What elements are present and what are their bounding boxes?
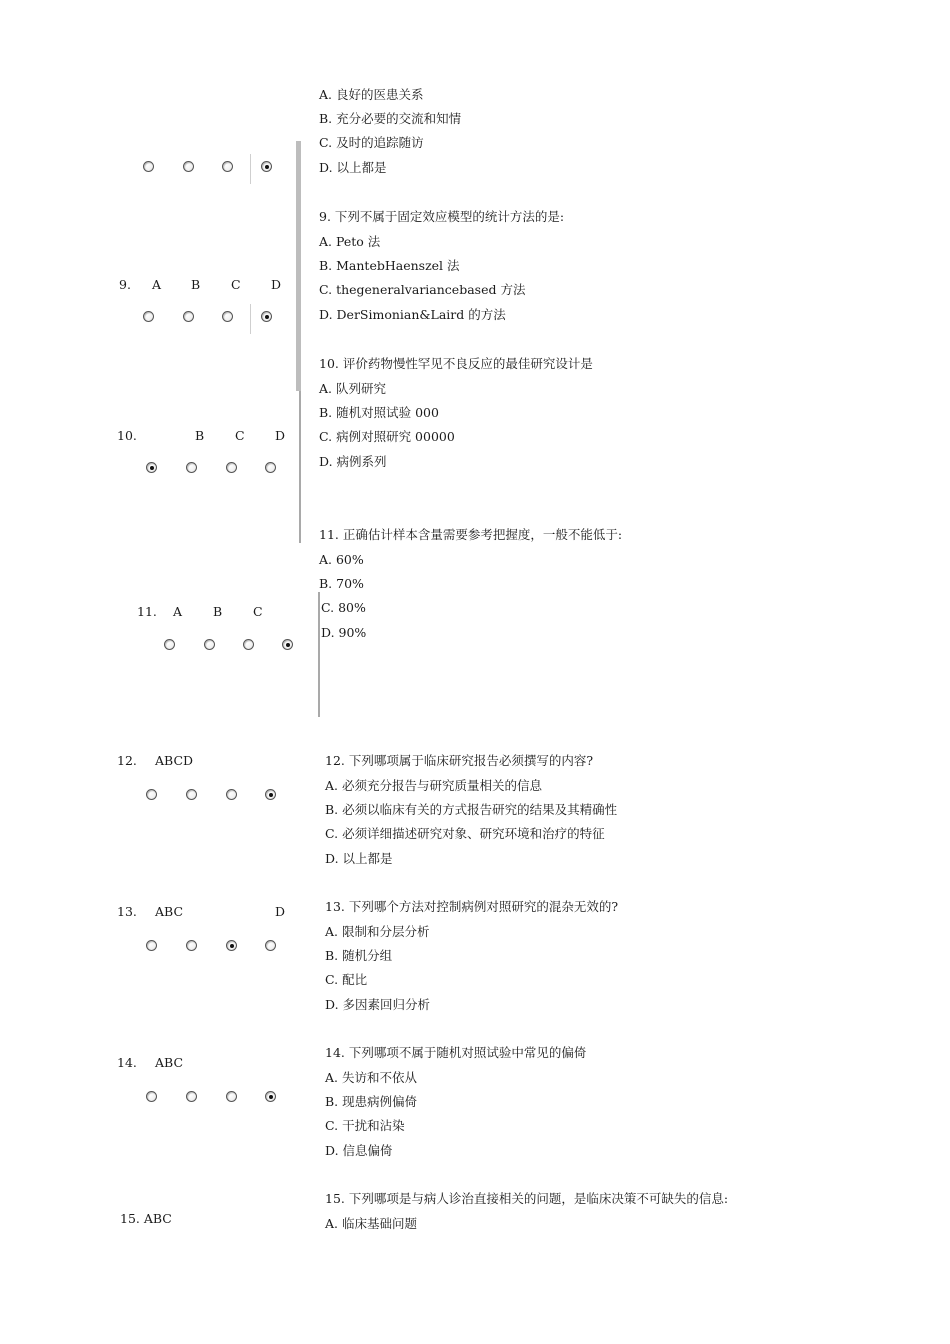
radio-option-c[interactable] — [226, 940, 237, 951]
answer-letters: ABCD — [155, 753, 194, 768]
scroll-bar-decoration — [296, 141, 301, 391]
radio-option-a[interactable] — [146, 1091, 157, 1102]
option-d: D. DerSimonian&Laird 的方法 — [319, 307, 506, 322]
answer-letter-b: B — [213, 604, 223, 619]
answer-letter-b: B — [195, 428, 205, 443]
radio-option-b[interactable] — [186, 1091, 197, 1102]
radio-option-c[interactable] — [226, 462, 237, 473]
option-a: A. 良好的医患关系 — [319, 87, 424, 102]
answer-label: 15. ABC — [120, 1211, 172, 1226]
option-a: A. Peto 法 — [319, 234, 381, 249]
radio-option-a[interactable] — [146, 940, 157, 951]
answer-letter-c: C — [235, 428, 245, 443]
answer-number: 10. — [117, 428, 137, 443]
option-d: D. 病例系列 — [319, 454, 387, 469]
radio-option-d[interactable] — [265, 789, 276, 800]
question-title: 15. 下列哪项是与病人诊治直接相关的问题，是临床决策不可缺失的信息: — [325, 1191, 729, 1206]
answer-letter-b: B — [191, 277, 201, 292]
radio-option-d[interactable] — [265, 462, 276, 473]
radio-option-d[interactable] — [261, 311, 272, 322]
radio-option-d[interactable] — [282, 639, 293, 650]
question-title: 11. 正确估计样本含量需要参考把握度，一般不能低于: — [319, 527, 623, 542]
option-c: C. 必须详细描述研究对象、研究环境和治疗的特征 — [325, 826, 605, 841]
radio-option-d[interactable] — [261, 161, 272, 172]
question-title: 10. 评价药物慢性罕见不良反应的最佳研究设计是 — [319, 356, 593, 371]
option-a: A. 失访和不依从 — [325, 1070, 417, 1085]
answer-letters: ABC — [155, 1055, 184, 1070]
option-d: D. 信息偏倚 — [325, 1143, 393, 1158]
option-d: D. 多因素回归分析 — [325, 997, 431, 1012]
answer-letter-d: D — [275, 428, 286, 443]
question-title: 14. 下列哪项不属于随机对照试验中常见的偏倚 — [325, 1045, 587, 1060]
option-c: C. 病例对照研究 00000 — [319, 429, 455, 444]
option-b: B. 必须以临床有关的方式报告研究的结果及其精确性 — [325, 802, 618, 817]
radio-option-b[interactable] — [186, 789, 197, 800]
answer-letter-d: D — [275, 904, 286, 919]
option-d: D. 90% — [321, 625, 367, 640]
option-c: C. 干扰和沾染 — [325, 1118, 405, 1133]
answer-number: 14. — [117, 1055, 137, 1070]
divider-line — [250, 154, 251, 184]
option-a: A. 必须充分报告与研究质量相关的信息 — [325, 778, 542, 793]
option-b: B. 现患病例偏倚 — [325, 1094, 418, 1109]
radio-option-b[interactable] — [186, 462, 197, 473]
radio-option-b[interactable] — [183, 161, 194, 172]
option-a: A. 限制和分层分析 — [325, 924, 430, 939]
radio-option-c[interactable] — [226, 1091, 237, 1102]
answer-letter-a: A — [152, 277, 162, 292]
option-b: B. MantebHaenszel 法 — [319, 258, 460, 273]
radio-option-c[interactable] — [243, 639, 254, 650]
radio-option-a[interactable] — [146, 789, 157, 800]
answer-number: 12. — [117, 753, 137, 768]
radio-option-c[interactable] — [222, 311, 233, 322]
option-d: D. 以上都是 — [319, 160, 387, 175]
radio-option-b[interactable] — [183, 311, 194, 322]
answer-number: 11. — [137, 604, 157, 619]
option-c: C. 配比 — [325, 972, 368, 987]
option-c: C. 及时的追踪随访 — [319, 135, 424, 150]
answer-letter-d: D — [271, 277, 282, 292]
question-title: 9. 下列不属于固定效应模型的统计方法的是: — [319, 209, 565, 224]
radio-option-b[interactable] — [204, 639, 215, 650]
answer-letter-c: C — [253, 604, 263, 619]
option-b: B. 随机分组 — [325, 948, 393, 963]
answer-letter-a: A — [173, 604, 183, 619]
answer-letters: ABC — [155, 904, 184, 919]
radio-option-a[interactable] — [164, 639, 175, 650]
radio-option-a[interactable] — [146, 462, 157, 473]
option-b: B. 70% — [319, 576, 364, 591]
divider-line — [318, 592, 320, 717]
radio-option-d[interactable] — [265, 940, 276, 951]
radio-option-a[interactable] — [143, 161, 154, 172]
divider-line — [250, 304, 251, 334]
radio-option-a[interactable] — [143, 311, 154, 322]
option-a: A. 临床基础问题 — [325, 1216, 417, 1231]
radio-option-b[interactable] — [186, 940, 197, 951]
option-b: B. 充分必要的交流和知情 — [319, 111, 462, 126]
question-title: 13. 下列哪个方法对控制病例对照研究的混杂无效的? — [325, 899, 619, 914]
radio-option-c[interactable] — [222, 161, 233, 172]
option-b: B. 随机对照试验 000 — [319, 405, 439, 420]
option-a: A. 60% — [319, 552, 364, 567]
radio-option-d[interactable] — [265, 1091, 276, 1102]
answer-letter-c: C — [231, 277, 241, 292]
divider-line — [299, 391, 301, 543]
radio-option-c[interactable] — [226, 789, 237, 800]
option-c: C. 80% — [321, 600, 366, 615]
option-c: C. thegeneralvariancebased 方法 — [319, 282, 526, 297]
answer-number: 13. — [117, 904, 137, 919]
option-d: D. 以上都是 — [325, 851, 393, 866]
question-title: 12. 下列哪项属于临床研究报告必须撰写的内容? — [325, 753, 594, 768]
option-a: A. 队列研究 — [319, 381, 386, 396]
answer-number: 9. — [119, 277, 131, 292]
